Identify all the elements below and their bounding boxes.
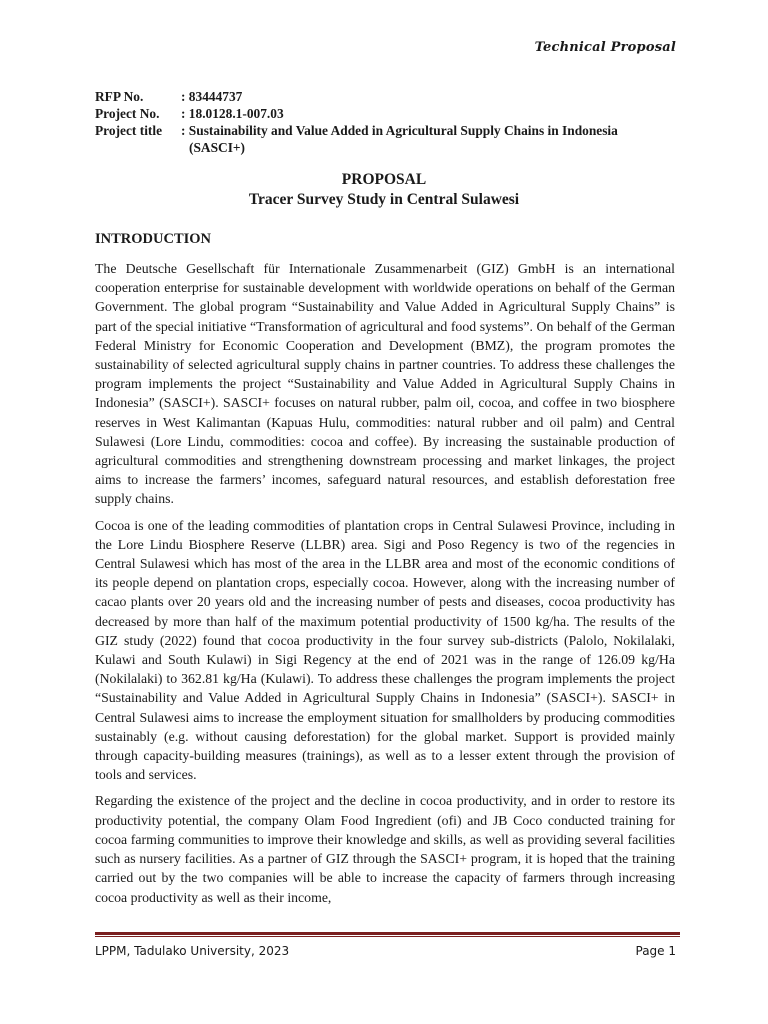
footer-institution: LPPM, Tadulako University, 2023 xyxy=(95,944,290,958)
project-meta xyxy=(95,88,681,156)
meta-row-rfp xyxy=(95,88,681,105)
meta-label: Project No. xyxy=(95,106,160,121)
meta-value-continuation: (SASCI+) xyxy=(189,140,245,155)
proposal-subtitle: Tracer Survey Study in Central Sulawesi xyxy=(248,191,520,208)
page-number: Page 1 xyxy=(635,944,676,958)
meta-label: Project title xyxy=(95,123,163,138)
meta-row-project-no xyxy=(95,105,681,122)
meta-value: : 18.0128.1-007.03 xyxy=(181,106,284,121)
meta-value-line: : Sustainability and Value Added in Agricultural Supply Chains in Indonesia xyxy=(181,123,618,138)
paragraph: Regarding the existence of the project and the decline in cocoa productivity, and in order to restore its productivity potential, the company Olam Food Ingredient (ofi) and JB Coco conducted training for cocoa farming communities to improve their knowledge and skills, as well as providing several facilities such as nursery facilities. As a partner of GIZ through the SASCI+ program, it is hoped that the training carried out by the two companies will be able to increase the capacity of farmers through increasing cocoa productivity as well as their income, xyxy=(95,793,675,905)
proposal-heading xyxy=(0,170,768,210)
meta-row-project-title xyxy=(95,122,681,156)
paragraph: The Deutsche Gesellschaft für Internationale Zusammenarbeit (GIZ) GmbH is an international cooperation enterprise for sustainable development with worldwide operations on behalf of the German Government. The global program “Sustainability and Value Added in Agricultural Supply Chains” is part of the special initiative “Transformation of agricultural and food systems”. On behalf of the German Federal Ministry for Economic Cooperation and Development (BMZ), the program promotes the sustainability of selected agricultural supply chains in partner countries. To address these challenges the program implements the project “Sustainability and Value Added in Agricultural Supply Chains in Indonesia” (SASCI+). SASCI+ focuses on natural rubber, palm oil, cocoa, and coffee in two biosphere reserves in West Kalimantan (Kapuas Hulu, commodities: natural rubber and oil palm) and Central Sulawesi (Lore Lindu, commodities: cocoa and coffee). By increasing the sustainable production of agricultural commodities and strengthening downstream processing and market linkages, the project aims to increase the farmers’ incomes, safeguard natural resources, and establish deforestation free supply chains. xyxy=(95,261,675,507)
meta-label: RFP No. xyxy=(95,89,144,104)
meta-value: : 83444737 xyxy=(181,89,243,104)
body-text xyxy=(95,259,675,914)
footer-rule-thin xyxy=(95,936,680,937)
footer-rule xyxy=(95,932,680,935)
section-heading: INTRODUCTION xyxy=(95,231,212,247)
running-header: Technical Proposal xyxy=(534,40,676,55)
proposal-title: PROPOSAL xyxy=(341,171,427,188)
paragraph: Cocoa is one of the leading commodities of plantation crops in Central Sulawesi Province, including in the Lore Lindu Biosphere Reserve (LLBR) area. Sigi and Poso Regency is two of the regencies in Central Sulawesi which has most of the area in the LLBR area and most of the economic conditions of its people depend on plantation crops, especially cocoa. However, along with the increasing number of cacao plants over 20 years old and the increasing number of pests and diseases, cocoa productivity has decreased by more than half of the maximum potential productivity of 1500 kg/ha. The results of the GIZ study (2022) found that cocoa productivity in the four survey sub-districts (Palolo, Nokilalaki, Kulawi and South Kulawi) in Sigi Regency at the end of 2021 was in the range of 126.09 kg/Ha (Nokilalaki) to 362.81 kg/Ha (Kulawi). To address these challenges the program implements the project “Sustainability and Value Added in Agricultural Supply Chains in Indonesia” (SASCI+). SASCI+ in Central Sulawesi aims to increase the employment situation for smallholders by producing commodities sustainably (e.g. without causing deforestation) for the global market. Support is provided mainly through capacity-building measures (trainings), as well as to a lesser extent through the provision of tools and services. xyxy=(95,517,675,783)
meta-value xyxy=(181,122,681,156)
